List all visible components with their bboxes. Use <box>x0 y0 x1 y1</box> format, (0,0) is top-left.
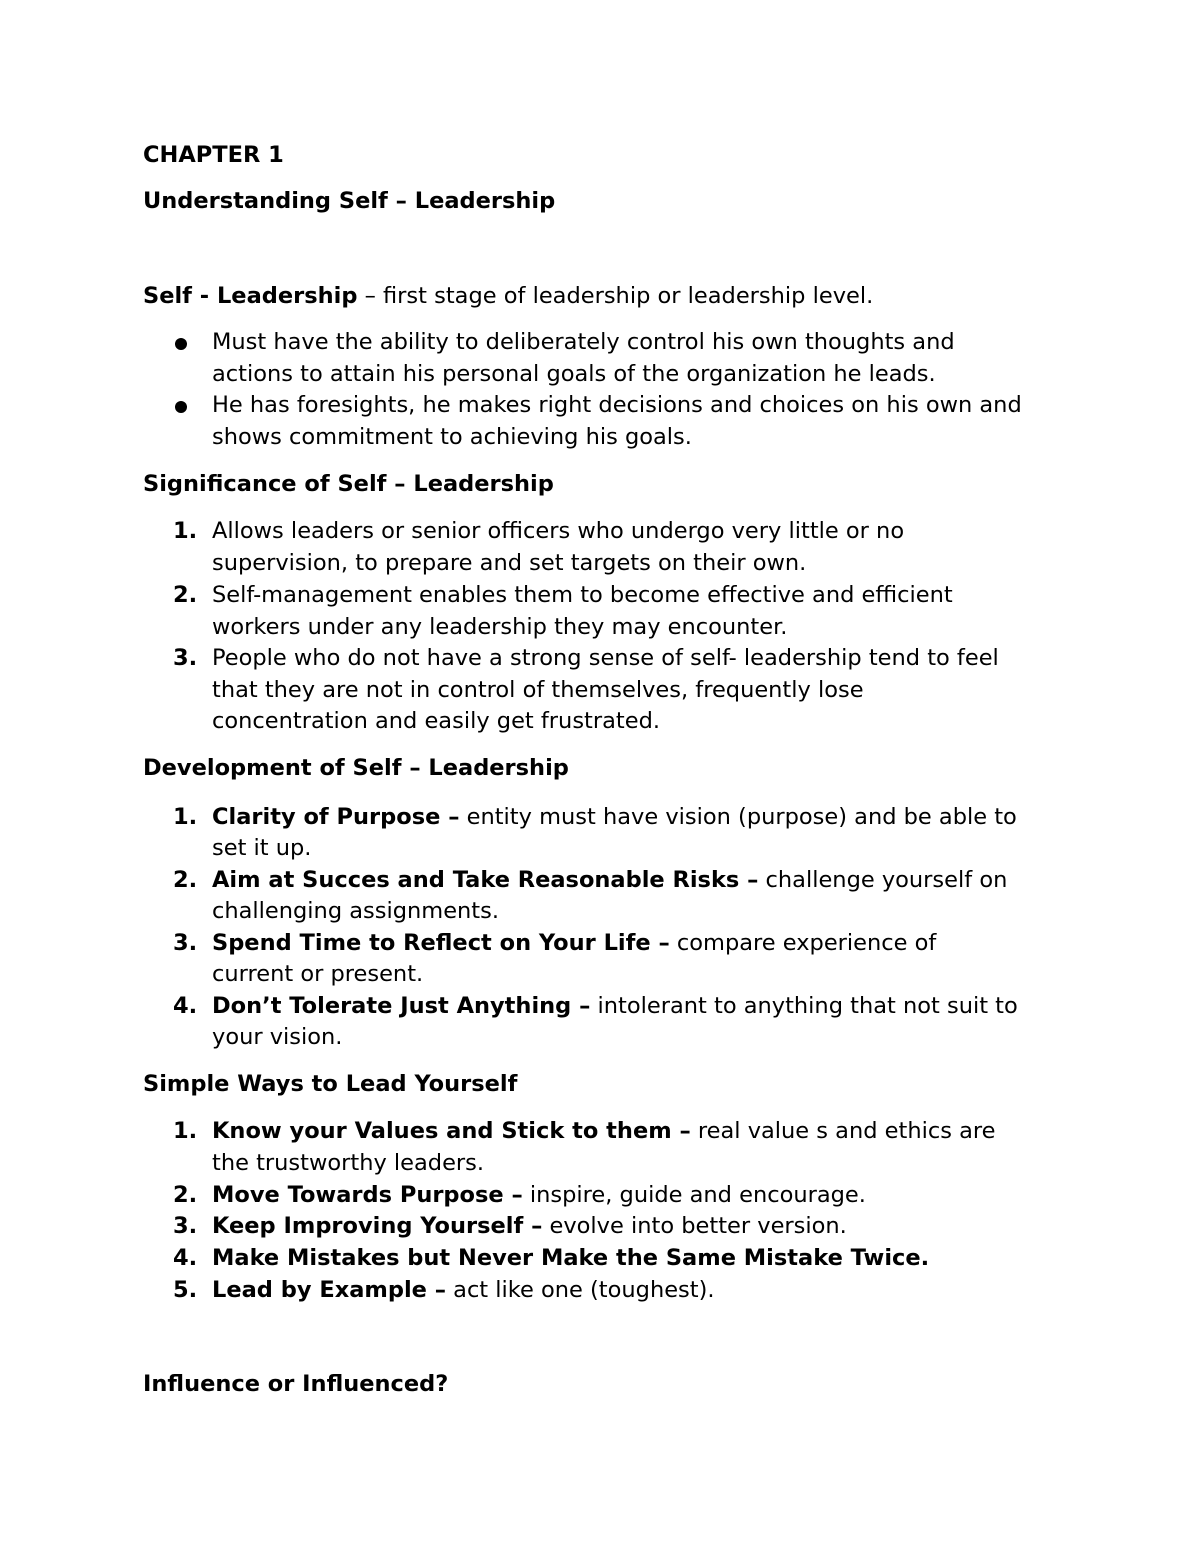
item-title: Move Towards Purpose – <box>212 1182 523 1208</box>
list-item-line: Allows leaders or senior officers who undergo very little or no <box>212 518 905 544</box>
list-item-line: concentration and easily get frustrated. <box>212 708 661 734</box>
item-title: Don’t Tolerate Just Anything – <box>212 993 591 1019</box>
ways-heading: Simple Ways to Lead Yourself <box>143 1071 518 1097</box>
item-title: Know your Values and Stick to them – <box>212 1118 691 1144</box>
list-item-line <box>212 1211 847 1243</box>
item-description: entity must have vision (purpose) and be able to <box>459 804 1017 830</box>
list-number: 3. <box>173 930 198 956</box>
list-item-line: supervision, to prepare and set targets on their own. <box>212 550 807 576</box>
list-number: 2. <box>173 1182 198 1208</box>
definition-term: Self - Leadership <box>143 283 358 309</box>
list-number: 1. <box>173 804 198 830</box>
list-item-line <box>212 1180 866 1212</box>
chapter-label: CHAPTER 1 <box>143 142 284 168</box>
item-description: compare experience of <box>669 930 937 956</box>
page-title: Understanding Self – Leadership <box>143 188 556 214</box>
list-item-line: Self-management enables them to become effective and efficient <box>212 582 953 608</box>
item-description: act like one (toughest). <box>446 1277 715 1303</box>
bullet-dot-icon <box>175 338 187 350</box>
item-title: Aim at Succes and Take Reasonable Risks – <box>212 867 759 893</box>
list-number: 3. <box>173 645 198 671</box>
item-description: real value s and ethics are <box>690 1118 996 1144</box>
list-number: 1. <box>173 1118 198 1144</box>
list-number: 5. <box>173 1277 198 1303</box>
list-item-line: shows commitment to achieving his goals. <box>212 424 692 450</box>
list-item-line <box>212 865 1007 897</box>
list-item-line: workers under any leadership they may encounter. <box>212 614 788 640</box>
list-number: 1. <box>173 518 198 544</box>
list-number: 4. <box>173 1245 198 1271</box>
list-item-line: He has foresights, he makes right decisions and choices on his own and <box>212 392 1022 418</box>
list-item-line <box>212 1275 715 1307</box>
list-number: 4. <box>173 993 198 1019</box>
item-title: Clarity of Purpose – <box>212 804 460 830</box>
list-item-line: challenging assignments. <box>212 898 499 924</box>
list-item-line: People who do not have a strong sense of self- leadership tend to feel <box>212 645 999 671</box>
list-item-line: that they are not in control of themselves, frequently lose <box>212 677 864 703</box>
item-description: challenge yourself on <box>758 867 1008 893</box>
list-number: 2. <box>173 867 198 893</box>
list-item-line: current or present. <box>212 961 424 987</box>
list-number: 3. <box>173 1213 198 1239</box>
item-title: Make Mistakes but Never Make the Same Mistake Twice. <box>212 1245 930 1271</box>
list-item-line <box>212 1243 929 1275</box>
item-title: Lead by Example – <box>212 1277 446 1303</box>
list-number: 2. <box>173 582 198 608</box>
final-heading: Influence or Influenced? <box>143 1371 449 1397</box>
list-item-line: the trustworthy leaders. <box>212 1150 485 1176</box>
item-title: Keep Improving Yourself – <box>212 1213 543 1239</box>
list-item-line: your vision. <box>212 1024 343 1050</box>
development-heading: Development of Self – Leadership <box>143 755 569 781</box>
list-item-line <box>212 802 1017 834</box>
list-item-line: set it up. <box>212 835 312 861</box>
list-item-line: actions to attain his personal goals of the organization he leads. <box>212 361 936 387</box>
list-item-line: Must have the ability to deliberately control his own thoughts and <box>212 329 955 355</box>
significance-heading: Significance of Self – Leadership <box>143 471 554 497</box>
item-description: evolve into better version. <box>542 1213 847 1239</box>
item-description: intolerant to anything that not suit to <box>590 993 1018 1019</box>
definition-text: – first stage of leadership or leadership level. <box>357 283 874 309</box>
list-item-line <box>212 928 936 960</box>
item-description: inspire, guide and encourage. <box>522 1182 866 1208</box>
definition-line <box>143 281 873 313</box>
list-item-line <box>212 991 1018 1023</box>
list-item-line <box>212 1116 995 1148</box>
bullet-dot-icon <box>175 401 187 413</box>
item-title: Spend Time to Reflect on Your Life – <box>212 930 670 956</box>
